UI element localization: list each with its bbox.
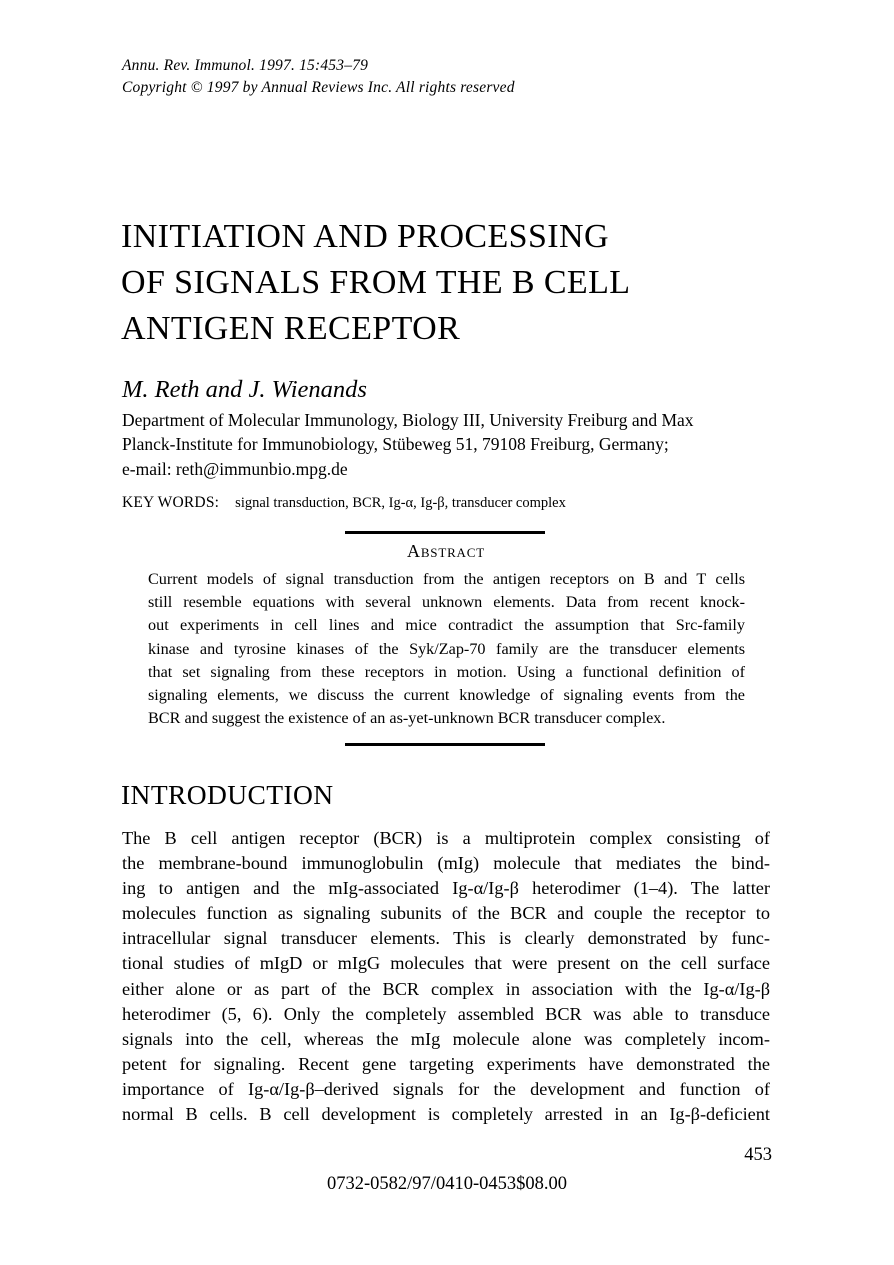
journal-citation: Annu. Rev. Immunol. 1997. 15:453–79 <box>122 57 369 74</box>
abstract-line: BCR and suggest the existence of an as-yet-unknown BCR transducer complex. <box>148 709 666 728</box>
affiliation <box>122 408 770 481</box>
abstract-separator-rule-bottom <box>345 743 545 746</box>
abstract-line: still resemble equations with several unknown elements. Data from recent knock- <box>148 593 745 612</box>
page-number: 453 <box>744 1145 772 1165</box>
running-header <box>122 55 515 99</box>
section-heading-introduction: INTRODUCTION <box>121 779 334 810</box>
abstract-line: that set signaling from these receptors in motion. Using a functional definition of <box>148 662 745 681</box>
paragraph-line: heterodimer (5, 6). Only the completely assembled BCR was able to transduce <box>122 1003 770 1024</box>
paragraph-line: petent for signaling. Recent gene targeting experiments have demonstrated the <box>122 1053 770 1074</box>
paragraph-line: normal B cells. B cell development is completely arrested in an Ig-β-deficient <box>122 1104 770 1125</box>
authors: M. Reth and J. Wienands <box>122 376 367 403</box>
article-title-line: OF SIGNALS FROM THE B CELL <box>121 264 631 301</box>
copyright-notice: Copyright © 1997 by Annual Reviews Inc. All rights reserved <box>122 79 515 96</box>
paragraph-line: molecules function as signaling subunits of the BCR and couple the receptor to <box>122 903 770 924</box>
paragraph-line: the membrane-bound immunoglobulin (mIg) molecule that mediates the bind- <box>122 853 770 874</box>
affiliation-line: Department of Molecular Immunology, Biology III, University Freiburg and Max <box>122 410 694 430</box>
article-title-line: INITIATION AND PROCESSING <box>121 218 609 255</box>
keywords-row <box>122 494 566 512</box>
abstract-text <box>148 568 745 730</box>
paragraph-line: signals into the cell, whereas the mIg molecule alone was completely incom- <box>122 1028 770 1049</box>
article-title-line: ANTIGEN RECEPTOR <box>121 310 461 347</box>
paragraph-line: either alone or as part of the BCR complex in association with the Ig-α/Ig-β <box>122 978 770 999</box>
abstract-line: Current models of signal transduction from the antigen receptors on B and T cells <box>148 570 745 588</box>
abstract-line: out experiments in cell lines and mice contradict the assumption that Src-family <box>148 616 745 635</box>
paragraph-line: intracellular signal transducer elements. This is clearly demonstrated by func- <box>122 928 770 949</box>
introduction-paragraph <box>122 826 770 1127</box>
paragraph-line: ing to antigen and the mIg-associated Ig-α/Ig-β heterodimer (1–4). The latter <box>122 878 770 899</box>
paragraph-line: The B cell antigen receptor (BCR) is a multiprotein complex consisting of <box>122 828 770 848</box>
abstract-heading: Abstract <box>407 541 485 561</box>
abstract-line: kinase and tyrosine kinases of the Syk/Zap-70 family are the transducer elements <box>148 639 745 658</box>
keywords-text: signal transduction, BCR, Ig-α, Ig-β, transducer complex <box>235 495 566 511</box>
paragraph-line: tional studies of mIgD or mIgG molecules that were present on the cell surface <box>122 953 770 974</box>
abstract-separator-rule-top <box>345 531 545 534</box>
affiliation-line: Planck-Institute for Immunobiology, Stübeweg 51, 79108 Freiburg, Germany; <box>122 434 669 455</box>
issn-code: 0732-0582/97/0410-0453$08.00 <box>327 1174 567 1194</box>
paragraph-line: importance of Ig-α/Ig-β–derived signals for the development and function of <box>122 1078 770 1099</box>
abstract-line: signaling elements, we discuss the current knowledge of signaling events from the <box>148 686 745 705</box>
article-title <box>121 214 630 352</box>
keywords-label: KEY WORDS: <box>122 494 220 511</box>
affiliation-line: e-mail: reth@immunbio.mpg.de <box>122 458 348 479</box>
